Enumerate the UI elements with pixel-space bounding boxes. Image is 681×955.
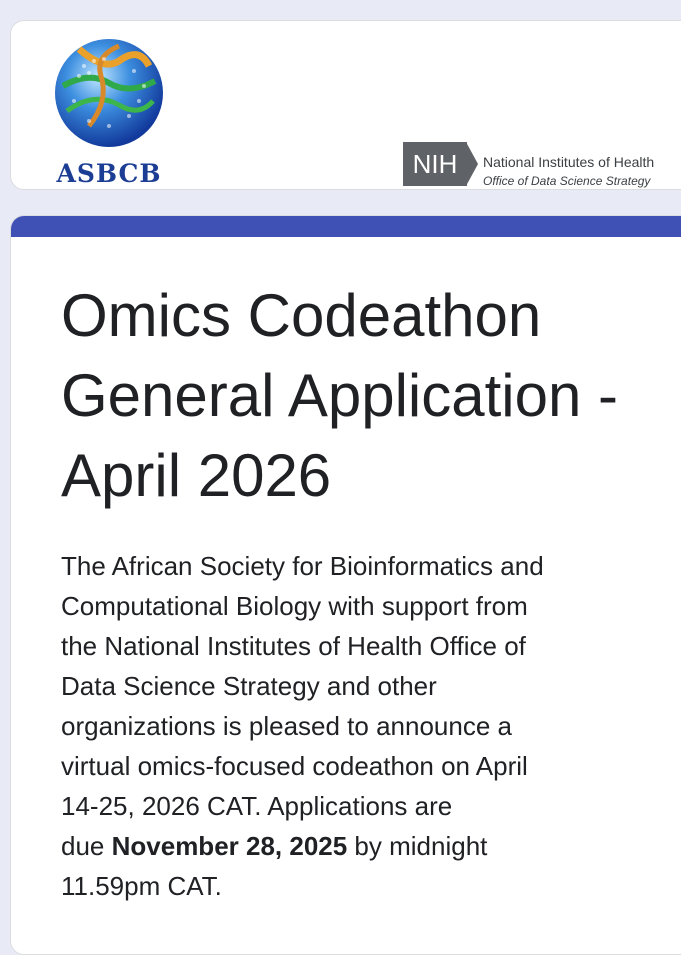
description-line: the National Institutes of Health Office of (61, 631, 526, 661)
description-line: Data Science Strategy and other (61, 671, 437, 701)
due-date: November 28, 2025 (111, 831, 348, 861)
description-line: 11.59pm CAT. (61, 871, 222, 901)
description-line: virtual omics-focused codeathon on April (61, 751, 528, 781)
header-banner (10, 20, 681, 190)
due-suffix: by midnight (347, 831, 488, 861)
nih-name: National Institutes of Health (483, 154, 655, 170)
nih-office: Office of Data Science Strategy (483, 174, 651, 188)
asbcb-logo (49, 31, 179, 190)
nih-chevron-icon (466, 142, 478, 186)
description-line: Computational Biology with support from (61, 591, 528, 621)
nih-abbrev: NIH (403, 142, 467, 186)
form-description (61, 546, 661, 906)
description-line-due (61, 826, 661, 866)
description-line: 14-25, 2026 CAT. Applications are (61, 791, 453, 821)
form-title: Omics Codeathon General Application - April 2026 (61, 282, 618, 509)
asbcb-wordmark: ASBCB (56, 159, 162, 188)
description-line: The African Society for Bioinformatics and (61, 551, 544, 581)
due-prefix: due (61, 831, 112, 861)
globe-dna-icon (49, 31, 169, 151)
description-line: organizations is pleased to announce a (61, 711, 512, 741)
nih-logo (403, 139, 681, 190)
form-header-card (10, 215, 681, 955)
accent-bar (11, 216, 681, 237)
